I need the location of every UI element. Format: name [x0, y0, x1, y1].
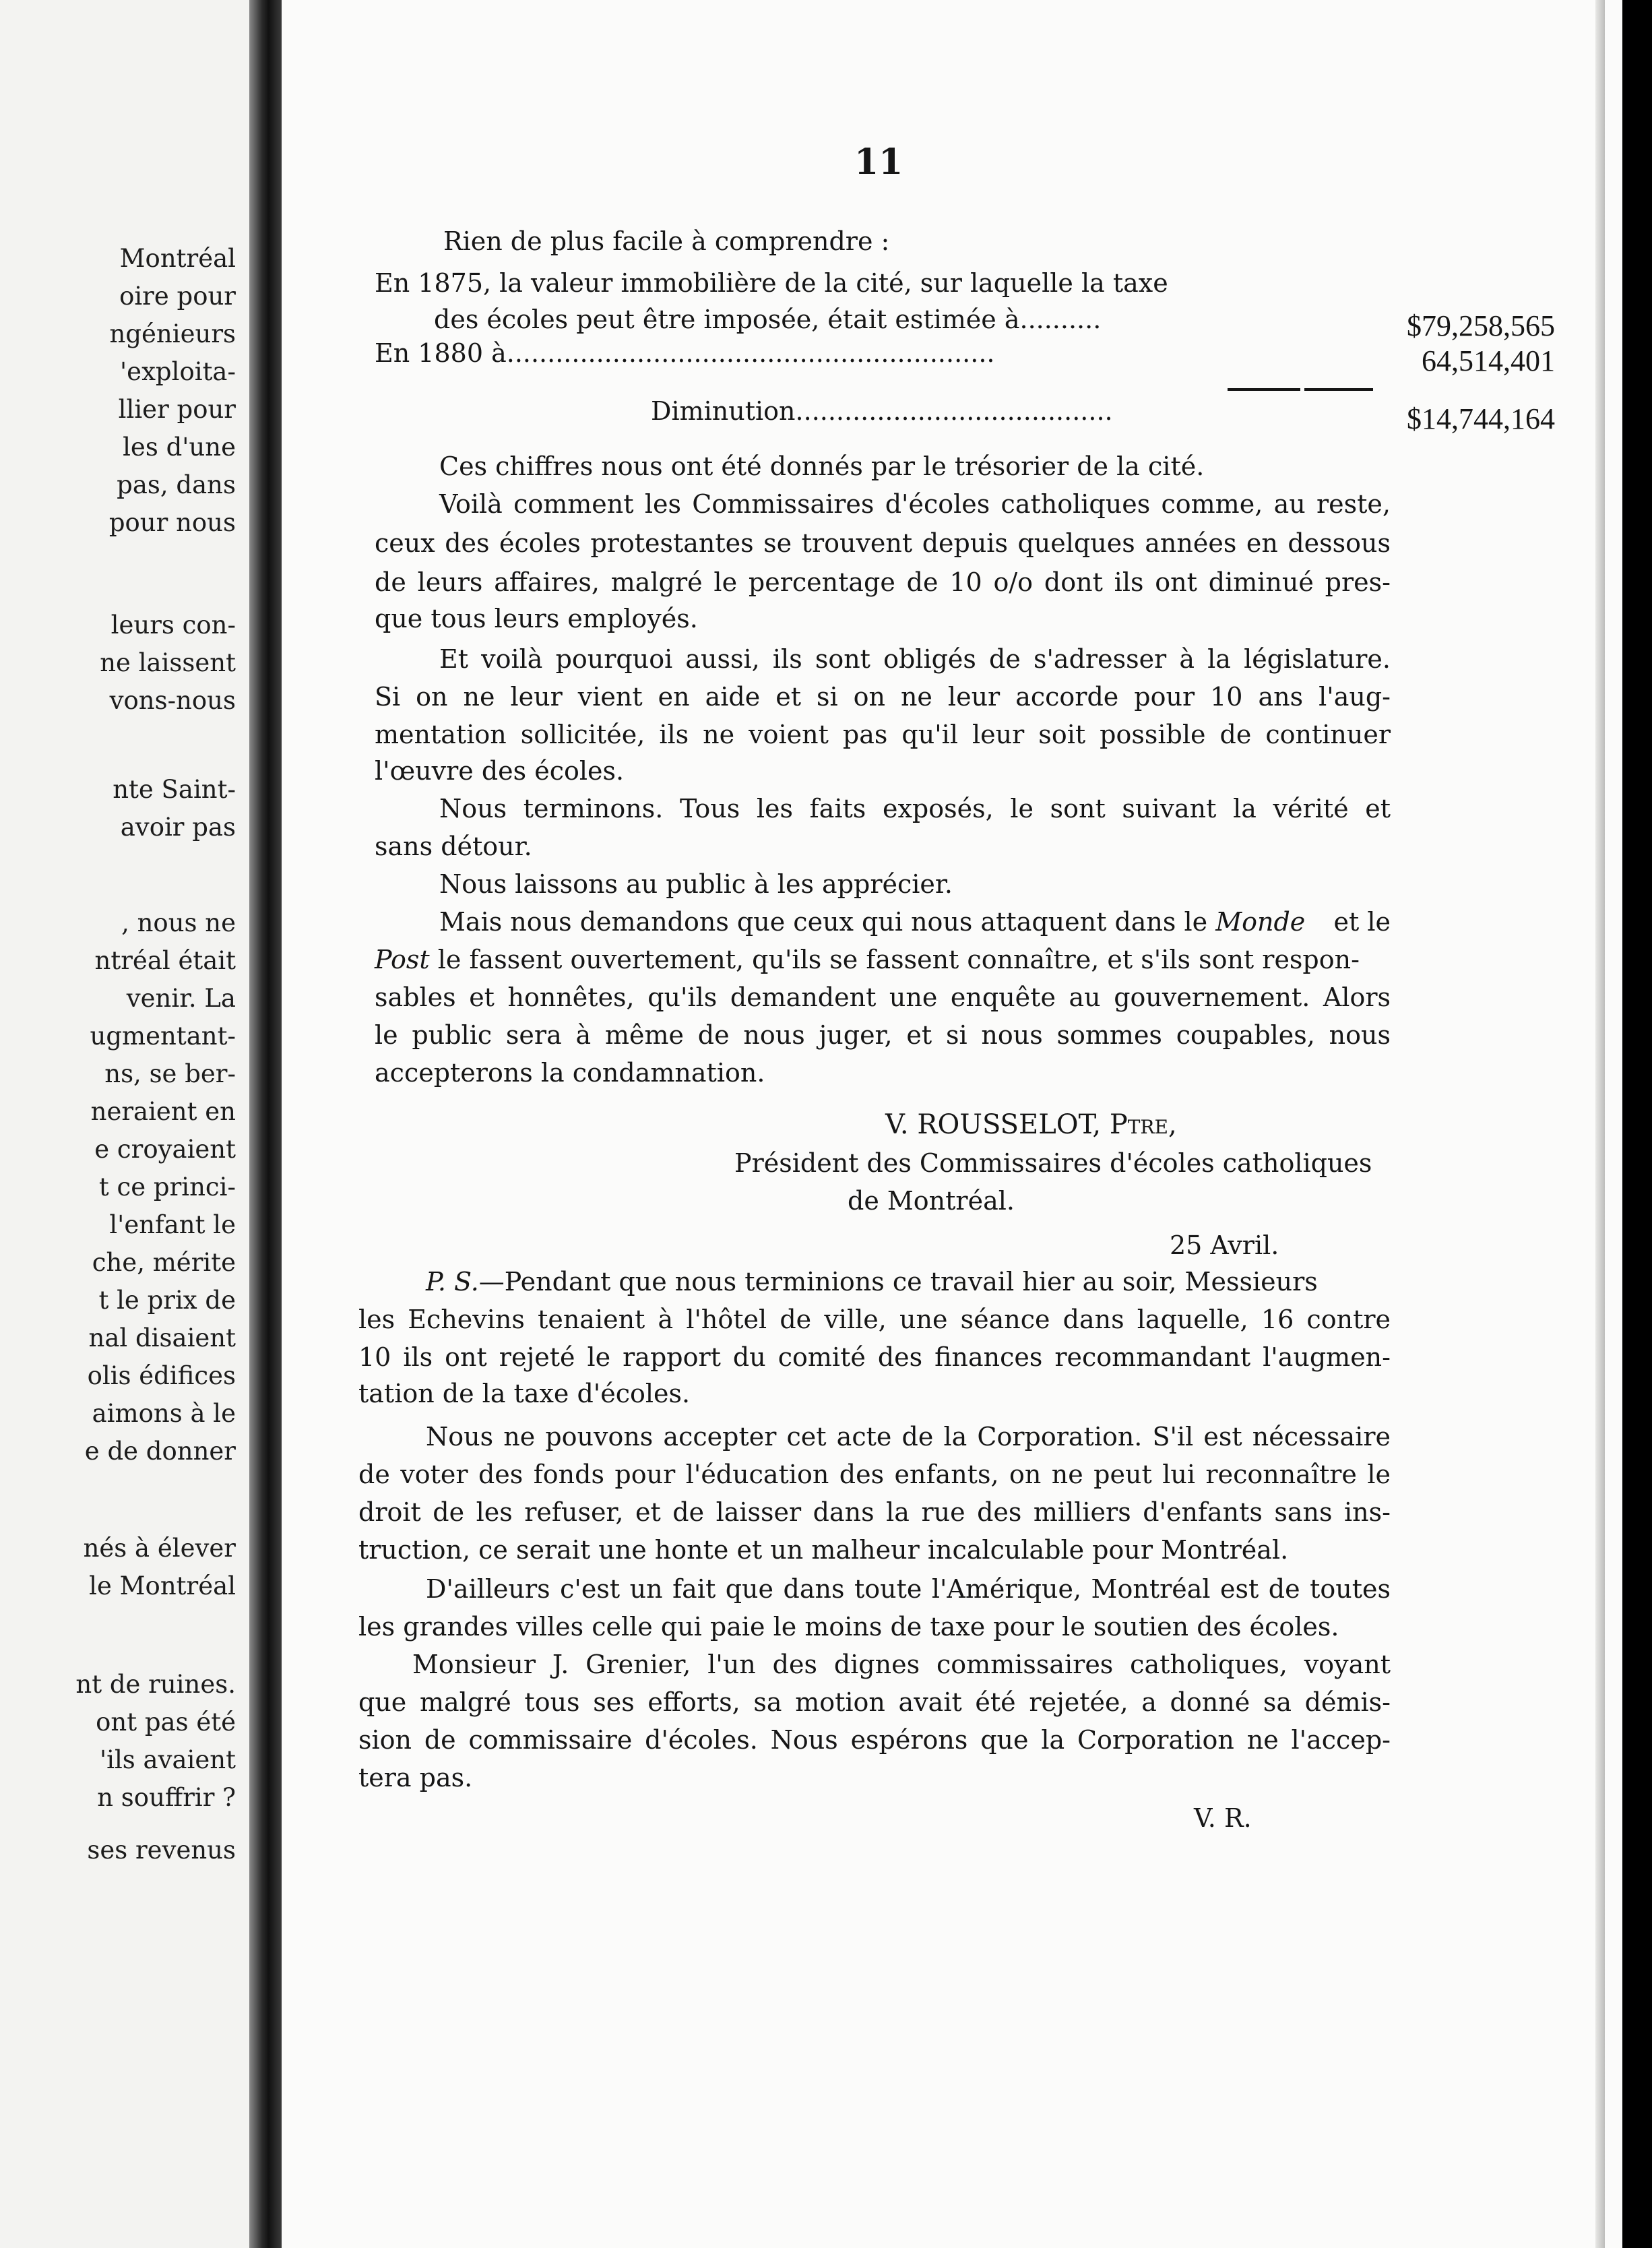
- paragraph-line: truction, ce serait une honte et un malheur incalculable pour Montréal.: [358, 1535, 1289, 1565]
- left-page-line: ont pas été: [96, 1708, 236, 1737]
- signature-date: 25 Avril.: [1170, 1230, 1279, 1260]
- left-page-line: t le prix de: [98, 1286, 236, 1315]
- valuation-row-1-line-2: des écoles peut être imposée, était estimée à..........: [434, 305, 1102, 334]
- signature-name: V. ROUSSELOT, Ptre,: [885, 1109, 1177, 1140]
- sum-rule-left: [1228, 388, 1300, 391]
- left-page-line: nal disaient: [88, 1323, 236, 1352]
- page-edge-shadow: [1595, 0, 1605, 2248]
- paragraph-fragment: et le: [1325, 907, 1391, 937]
- paragraph-fragment: Mais nous demandons que ceux qui nous attaquent dans le: [439, 907, 1216, 937]
- paragraph-line: mentation sollicitée, ils ne voient pas qu'il leur soit possible de continuer: [375, 720, 1391, 749]
- left-page-line: llier pour: [118, 395, 236, 424]
- left-page-line: leurs con-: [110, 611, 236, 639]
- paragraph-line: ceux des écoles protestantes se trouvent depuis quelques années en dessous: [375, 528, 1391, 558]
- paragraph-fragment: le fassent ouvertement, qu'ils se fassent connaître, et s'ils sont respon-: [429, 945, 1360, 974]
- postscript-initials: V. R.: [1194, 1803, 1252, 1833]
- left-page-line: ses revenus: [87, 1836, 236, 1865]
- left-page-line: nte Saint-: [113, 775, 236, 804]
- left-page-line: l'enfant le: [109, 1210, 236, 1239]
- newspaper-name-monde: Monde: [1215, 907, 1306, 937]
- paragraph-line: Si on ne leur vient en aide et si on ne leur accorde pour 10 ans l'aug-: [375, 682, 1391, 712]
- paragraph-line: Nous terminons. Tous les faits exposés, le sont suivant la vérité et: [439, 794, 1391, 823]
- paragraph-line: sans détour.: [375, 832, 532, 861]
- left-page-line: avoir pas: [120, 813, 236, 842]
- left-page-line: le Montréal: [89, 1571, 236, 1600]
- paragraph-line: 10 ils ont rejeté le rapport du comité des finances recommandant l'augmen-: [358, 1342, 1391, 1372]
- paragraph-line: Voilà comment les Commissaires d'écoles catholiques comme, au reste,: [439, 489, 1391, 519]
- intro-line: Rien de plus facile à comprendre :: [443, 226, 890, 256]
- left-page-line: ngénieurs: [109, 319, 236, 348]
- left-page-line: e de donner: [84, 1437, 236, 1466]
- signature-title: Président des Commissaires d'écoles catholiques: [734, 1148, 1372, 1178]
- diminution-label: Diminution.......................................: [651, 396, 1113, 426]
- paragraph-line-with-italic: [375, 945, 1391, 974]
- valuation-1880-value: 64,514,401: [1422, 344, 1555, 377]
- paragraph-line: Et voilà pourquoi aussi, ils sont obligés de s'adresser à la législature.: [439, 644, 1391, 674]
- sum-rule-right: [1304, 388, 1373, 391]
- postscript-label: P. S.: [426, 1267, 479, 1297]
- signature-place: de Montréal.: [848, 1186, 1015, 1216]
- paragraph-line: les grandes villes celle qui paie le moins de taxe pour le soutien des écoles.: [358, 1612, 1339, 1642]
- left-page-line: nés à élever: [83, 1534, 236, 1563]
- left-page-line: , nous ne: [121, 908, 236, 937]
- left-page-line: t ce princi-: [98, 1173, 236, 1201]
- left-page-line: ntréal était: [94, 946, 236, 975]
- paragraph-line: les Echevins tenaient à l'hôtel de ville, une séance dans laquelle, 16 contre: [358, 1305, 1391, 1334]
- paragraph-line: que malgré tous ses efforts, sa motion avait été rejetée, a donné sa démis-: [358, 1687, 1391, 1717]
- left-page-line: les d'une: [123, 433, 236, 462]
- paragraph-line: Ces chiffres nous ont été donnés par le trésorier de la cité.: [439, 451, 1205, 481]
- paragraph-line: Monsieur J. Grenier, l'un des dignes commissaires catholiques, voyant: [412, 1650, 1391, 1679]
- paragraph-line: tation de la taxe d'écoles.: [358, 1379, 691, 1408]
- paragraph-line: D'ailleurs c'est un fait que dans toute l'Amérique, Montréal est de toutes: [426, 1574, 1391, 1604]
- newspaper-name-post: Post: [375, 945, 430, 974]
- left-page-line: vons-nous: [109, 686, 236, 715]
- paragraph-line: que tous leurs employés.: [375, 604, 698, 633]
- paragraph-line: de voter des fonds pour l'éducation des enfants, on ne peut lui reconnaître le: [358, 1460, 1391, 1489]
- valuation-row-1-line-1: En 1875, la valeur immobilière de la cité, sur laquelle la taxe: [375, 268, 1168, 298]
- left-page-line: oire pour: [119, 282, 236, 311]
- paragraph-line: accepterons la condamnation.: [375, 1058, 765, 1088]
- left-page-line: pas, dans: [117, 470, 236, 499]
- left-page-line: aimons à le: [92, 1399, 236, 1428]
- scan-border: [1622, 0, 1652, 2248]
- paragraph-line: de leurs affaires, malgré le percentage de 10 o/o dont ils ont diminué pres-: [375, 567, 1391, 597]
- previous-page-fragment: [0, 0, 249, 2248]
- paragraph-line: tera pas.: [358, 1763, 473, 1792]
- paragraph-line: droit de les refuser, et de laisser dans la rue des milliers d'enfants sans ins-: [358, 1497, 1391, 1527]
- left-page-line: e croyaient: [94, 1135, 236, 1164]
- left-page-line: olis édifices: [87, 1361, 236, 1390]
- left-page-line: 'ils avaient: [99, 1745, 236, 1774]
- left-page-line: Montréal: [119, 244, 236, 273]
- left-page-line: ugmentant-: [90, 1022, 236, 1051]
- paragraph-line: le public sera à même de nous juger, et si nous sommes coupables, nous: [375, 1020, 1391, 1050]
- left-page-line: ns, se ber-: [104, 1059, 236, 1088]
- paragraph-line: l'œuvre des écoles.: [375, 756, 625, 786]
- left-page-line: che, mérite: [92, 1248, 236, 1277]
- left-page-line: venir. La: [126, 984, 236, 1013]
- paragraph-line: sion de commissaire d'écoles. Nous espérons que la Corporation ne l'accep-: [358, 1725, 1391, 1755]
- current-page: [282, 0, 1622, 2248]
- left-page-line: ne laissent: [100, 648, 236, 677]
- left-page-line: nt de ruines.: [75, 1670, 236, 1699]
- valuation-1875-value: $79,258,565: [1407, 309, 1555, 342]
- page-number: 11: [854, 142, 903, 183]
- paragraph-line: Nous ne pouvons accepter cet acte de la Corporation. S'il est nécessaire: [426, 1422, 1391, 1451]
- paragraph-fragment: —Pendant que nous terminions ce travail hier au soir, Messieurs: [478, 1267, 1318, 1297]
- book-gutter: [249, 0, 282, 2248]
- left-page-line: pour nous: [108, 508, 236, 537]
- diminution-value: $14,744,164: [1407, 402, 1555, 435]
- left-page-line: 'exploita-: [120, 357, 236, 386]
- paragraph-line: Nous laissons au public à les apprécier.: [439, 869, 953, 899]
- paragraph-line-with-italic: [439, 907, 1391, 937]
- paragraph-line: sables et honnêtes, qu'ils demandent une enquête au gouvernement. Alors: [375, 982, 1391, 1012]
- left-page-line: n souffrir ?: [97, 1783, 236, 1812]
- left-page-line: neraient en: [90, 1097, 236, 1126]
- postscript-first-line: [426, 1267, 1391, 1297]
- valuation-row-2-label: En 1880 à............................................................: [375, 338, 995, 368]
